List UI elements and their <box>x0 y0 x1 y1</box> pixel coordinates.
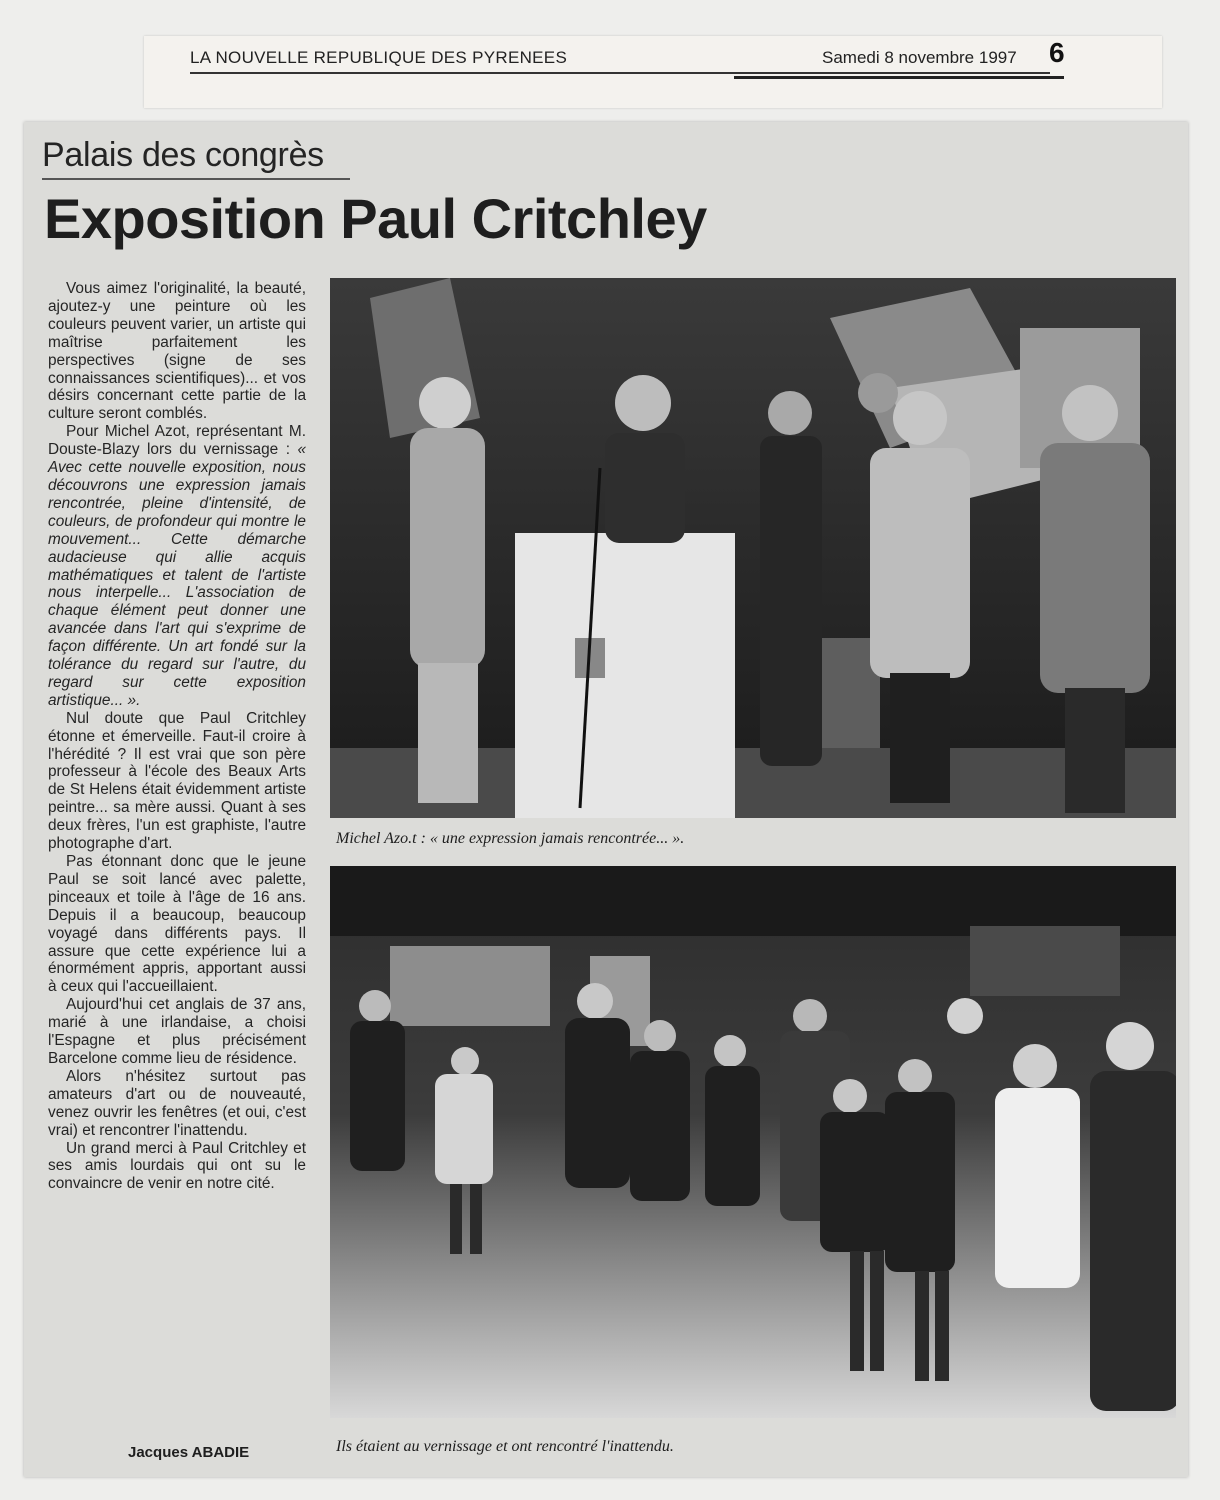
paragraph: Aujourd'hui cet anglais de 37 ans, marié à une irlandaise, a choisi l'Espagne et plus précisément Barcelone comme lieu de résidence. <box>48 996 306 1067</box>
paragraph: Pour Michel Azot, représentant M. Douste-Blazy lors du vernissage : « Avec cette nouvelle exposition, nous découvrons une expression jamais rencontrée, pleine d'intensité, de couleurs, de profondeur qui montre le mouvement... Cette démarche audacieuse qui allie acquis mathématiques et talent de l'artiste nous interpelle... L'association de chaque élément peut donner une avancée dans l'art qui s'exprime de façon différente. Un art fondé sur la tolérance du regard sur l'autre, du regard sur cette exposition artistique... ». <box>48 423 306 709</box>
photo-speakers-image <box>330 278 1176 818</box>
issue-date: Samedi 8 novembre 1997 <box>822 48 1017 67</box>
rubric-underline <box>42 178 350 180</box>
page-number: 6 <box>1049 37 1065 68</box>
photo-speakers <box>330 278 1176 818</box>
article-headline: Exposition Paul Critchley <box>44 187 707 250</box>
section-rubric: Palais des congrès <box>42 136 324 174</box>
paragraph: Vous aimez l'originalité, la beauté, ajoutez-y une peinture où les couleurs peuvent varier, un artiste qui maîtrise parfaitement les perspectives (signe de ses connaissances scientifiques)... et vos désirs concernant cette partie de la culture seront comblés. <box>48 280 306 423</box>
article-clipping <box>24 122 1188 1477</box>
photo-audience <box>330 866 1176 1418</box>
article-body <box>48 280 306 1193</box>
author-byline: Jacques ABADIE <box>128 1444 250 1461</box>
masthead-rule-thick <box>734 76 1064 79</box>
quote: « Avec cette nouvelle exposition, nous découvrons une expression jamais rencontrée, pleine d'intensité, de couleurs, de profondeur qui montre le mouvement... Cette démarche audacieuse qui allie acquis mathématiques et talent de l'artiste nous interpelle... L'association de chaque élément peut donner une avancée dans l'art qui s'exprime de façon différente. Un art fondé sur la tolérance du regard sur l'autre, du regard sur cette exposition artistique... ». <box>48 441 306 709</box>
photo-audience-caption: Ils étaient au vernissage et ont rencontré l'inattendu. <box>336 1438 674 1455</box>
masthead-rule <box>190 72 1050 74</box>
paragraph: Alors n'hésitez surtout pas amateurs d'art ou de nouveauté, venez ouvrir les fenêtres (et oui, c'est vrai) et rencontrer l'inattendu. <box>48 1067 306 1139</box>
photo-speakers-caption: Michel Azo.t : « une expression jamais rencontrée... ». <box>336 830 685 847</box>
paragraph: Pas étonnant donc que le jeune Paul se soit lancé avec palette, pinceaux et toile à l'âge de 16 ans. Depuis il a beaucoup, beaucoup voyagé dans différents pays. Il assure que cette expérience lui a énormément appris, apportant aussi à ceux qui l'accueillaient. <box>48 853 306 996</box>
photo-audience-image <box>330 866 1176 1418</box>
paragraph: Nul doute que Paul Critchley étonne et émerveille. Faut-il croire à l'hérédité ? Il est vrai que son père professeur à l'école des Beaux Arts de St Helens était évidemment artiste peintre... sa mère aussi. Quant à ses deux frères, l'un est graphiste, l'autre photographe d'art. <box>48 709 306 853</box>
masthead-strip <box>144 36 1162 108</box>
newspaper-name: LA NOUVELLE REPUBLIQUE DES PYRENEES <box>190 48 568 67</box>
paragraph: Un grand merci à Paul Critchley et ses amis lourdais qui ont su le convaincre de venir en notre cité. <box>48 1139 306 1193</box>
